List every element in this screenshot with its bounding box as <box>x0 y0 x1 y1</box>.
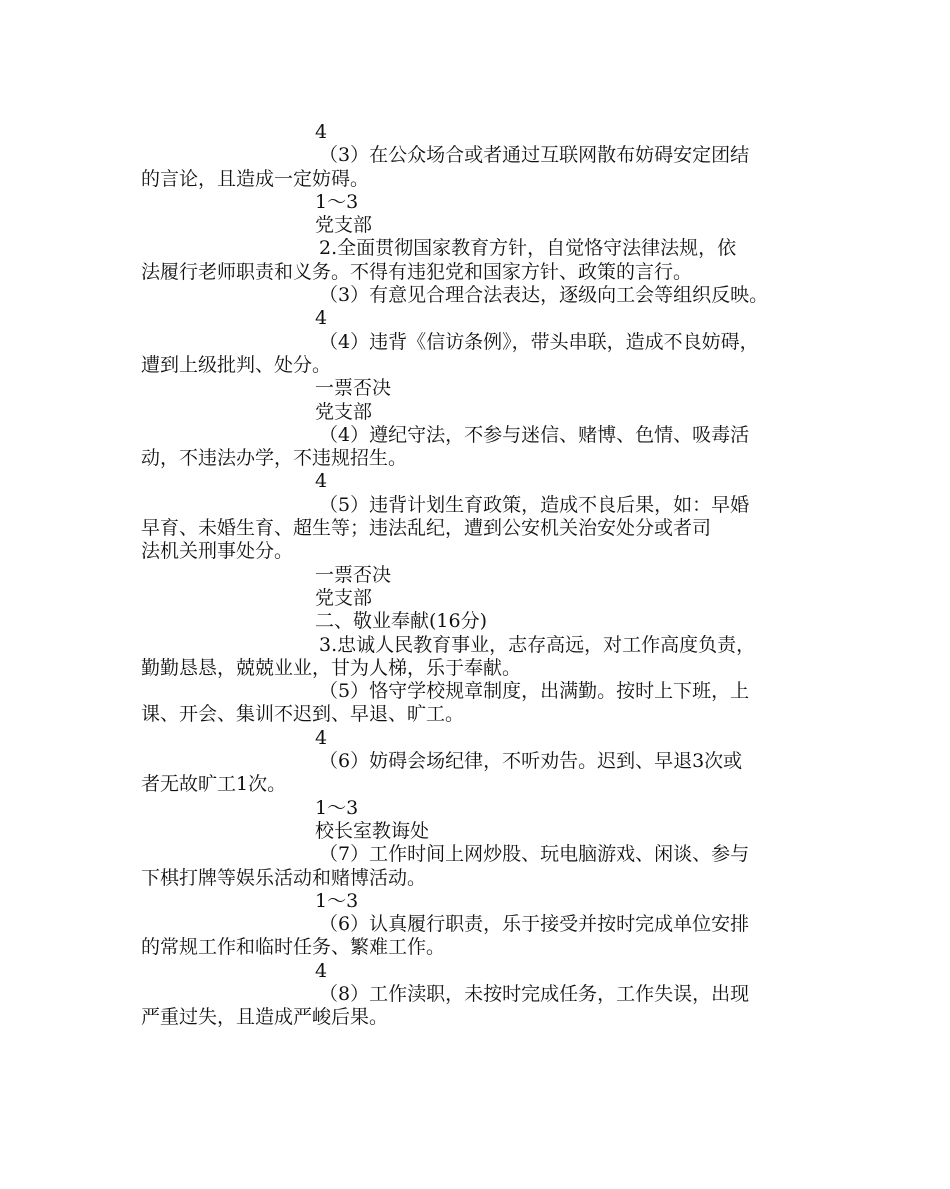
item-text-line: 的常规工作和临时任务、繁难工作。 <box>141 936 446 959</box>
department-label: 党支部 <box>315 214 373 237</box>
veto-label: 一票否决 <box>315 377 392 400</box>
item-text-line: 的言论，且造成一定妨碍。 <box>141 167 370 190</box>
item-text-line: （3）有意见合理合法表达，逐级向工会等组织反映。 <box>319 284 769 307</box>
score-value: 4 <box>315 959 328 982</box>
document-body <box>141 121 821 1030</box>
item-text-line: （7）工作时间上网炒股、玩电脑游戏、闲谈、参与 <box>319 843 750 866</box>
score-value: 1～3 <box>315 796 359 819</box>
score-value: 1～3 <box>315 190 359 213</box>
veto-label: 一票否决 <box>315 563 392 586</box>
score-value: 4 <box>315 470 328 493</box>
item-text-line: （5）违背计划生育政策，造成不良后果，如：早婚 <box>319 493 750 516</box>
item-text-line: （4）遵纪守法，不参与迷信、赌博、色情、吸毒活 <box>319 423 750 446</box>
score-value: 4 <box>315 726 328 749</box>
standard-text-line: 勤勤恳恳，兢兢业业，甘为人梯，乐于奉献。 <box>141 656 522 679</box>
item-text-line: （4）违背《信访条例》，带头串联，造成不良妨碍， <box>319 330 759 353</box>
item-text-line: （5）恪守学校规章制度，出满勤。按时上下班，上 <box>319 680 750 703</box>
score-value: 4 <box>315 121 328 143</box>
item-text-line: 下棋打牌等娱乐活动和赌博活动。 <box>141 866 427 889</box>
item-text-line: （3）在公众场合或者通过互联网散布妨碍安定团结 <box>319 144 750 167</box>
standard-text-line: 法履行老师职责和义务。不得有违犯党和国家方针、政策的言行。 <box>141 260 693 283</box>
item-text-line: （6）妨碍会场纪律，不听劝告。迟到、早退3次或 <box>319 750 743 773</box>
item-text-line: 者无故旷工1次。 <box>141 773 287 796</box>
item-text-line: （6）认真履行职责，乐于接受并按时完成单位安排 <box>319 913 750 936</box>
item-text-line: 动，不违法办学，不违规招生。 <box>141 447 408 470</box>
department-label: 党支部 <box>315 586 373 609</box>
standard-text-line: 2.全面贯彻国家教育方针，自觉恪守法律法规，依 <box>319 237 737 260</box>
section-heading: 二、敬业奉献(16分) <box>315 610 488 633</box>
item-text-line: （8）工作渎职，未按时完成任务，工作失误，出现 <box>319 982 750 1005</box>
item-text-line: 遭到上级批判、处分。 <box>141 353 332 376</box>
department-label: 校长室教诲处 <box>315 819 430 842</box>
item-text-line: 早育、未婚生育、超生等；违法乱纪，遭到公安机关治安处分或者司 <box>141 517 712 540</box>
standard-text-line: 3.忠诚人民教育事业，志存高远，对工作高度负责， <box>319 633 756 656</box>
item-text-line: 法机关刑事处分。 <box>141 540 294 563</box>
item-text-line: 严重过失，且造成严峻后果。 <box>141 1006 389 1029</box>
item-text-line: 课、开会、集训不迟到、早退、旷工。 <box>141 703 465 726</box>
department-label: 党支部 <box>315 400 373 423</box>
score-value: 4 <box>315 307 328 330</box>
score-value: 1～3 <box>315 889 359 912</box>
